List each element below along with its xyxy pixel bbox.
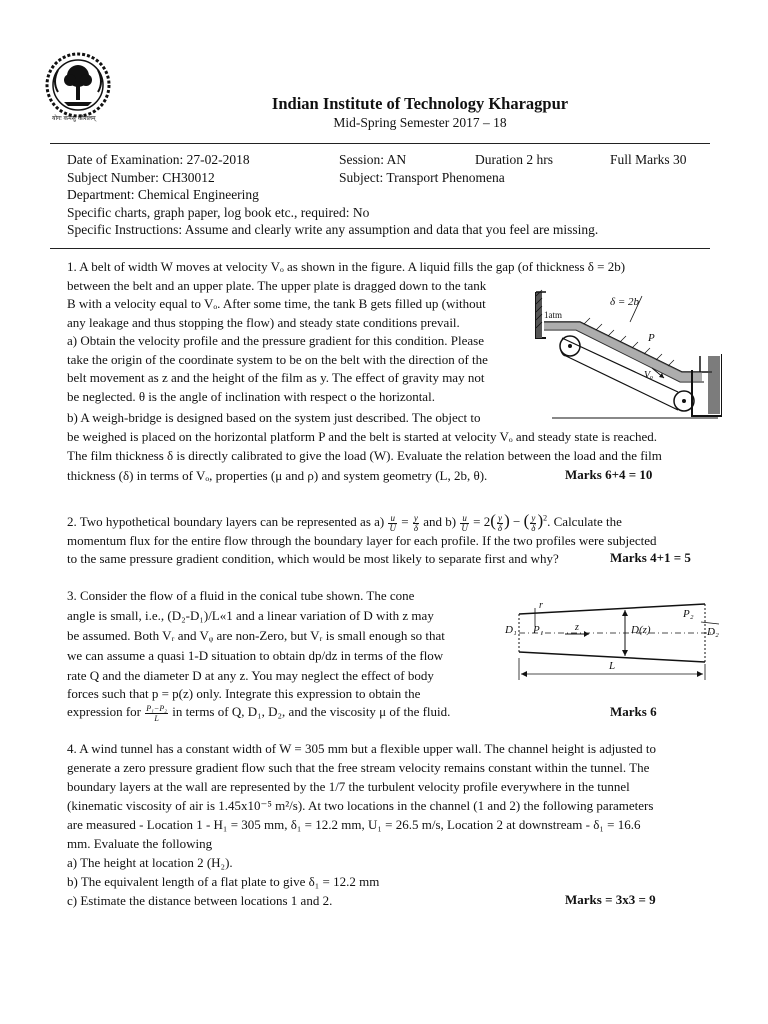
q3-line-6: forces such that p = p(z) only. Integrate this expression to obtain the (67, 686, 421, 701)
specific-instructions: Specific Instructions: Assume and clearly write any assumption and data that you feel are missing. (67, 222, 599, 237)
q1-line-6: take the origin of the coordinate system to be on the belt with the direction of the (67, 351, 488, 367)
q2-line-1-a: 2. Two hypothetical boundary layers can be represented as a) (67, 514, 385, 529)
q3-fig-d1: D₁ (505, 624, 517, 636)
divider-top (50, 143, 710, 144)
q2-line-1-end: . Calculate the (547, 514, 622, 529)
q1-fig-label-atm: 1atm (544, 310, 562, 320)
q3-line-7-a: expression for (67, 704, 142, 719)
semester-label: Mid-Spring Semester 2017 – 18 (333, 115, 507, 130)
exam-session: Session: AN (339, 152, 407, 167)
q2-marks: Marks 4+1 = 5 (610, 550, 691, 565)
q1-line-11: The film thickness δ is directly calibrated to give the load (W). Evaluate the relation between the load and the film (67, 448, 662, 463)
q4-line-3: boundary layers at the wall are represented by the 1/7 the turbulent velocity profile everywhere in the tunnel (67, 779, 630, 794)
q1-line-7: belt movement as z and the height of the film as y. The effect of gravity may not (67, 370, 485, 385)
q3-marks: Marks 6 (610, 704, 657, 719)
q3-fig-p2: P₂ (683, 608, 694, 620)
q4-line-1: 4. A wind tunnel has a constant width of W = 305 mm but a flexible upper wall. The channel height is adjusted to (67, 741, 656, 756)
q1-line-2: between the belt and an upper plate. The upper plate is dragged down to the tank (67, 277, 487, 293)
department: Department: Chemical Engineering (67, 187, 259, 202)
q3-line-7 (67, 703, 450, 723)
q3-line-2: angle is small, i.e., (D₂-D₁)/L«1 and a linear variation of D with z may (67, 608, 434, 623)
exam-date: Date of Examination: 27-02-2018 (67, 152, 250, 167)
subject-name: Subject: Transport Phenomena (339, 169, 505, 185)
required-materials: Specific charts, graph paper, log book etc., required: No (67, 204, 370, 220)
q1-line-5: a) Obtain the velocity profile and the pressure gradient for this condition. Please (67, 333, 484, 348)
q4-line-2: generate a zero pressure gradient flow such that the free stream velocity remains constant within the tunnel. The (67, 760, 650, 775)
q4-line-9: c) Estimate the distance between locations 1 and 2. (67, 893, 333, 908)
q3-line-1: 3. Consider the flow of a fluid in the conical tube shown. The cone (67, 588, 415, 603)
q4-line-5: are measured - Location 1 - H₁ = 305 mm, δ₁ = 12.2 mm, U₁ = 26.5 m/s, Location 2 at downstream - δ₁ = 16.6 (67, 817, 641, 832)
q1-line-8: be neglected. θ is the angle of inclination with respect o the horizontal. (67, 388, 435, 404)
q4-line-7: a) The height at location 2 (H₂). (67, 855, 233, 870)
divider-bottom (50, 248, 710, 249)
q3-line-7-b: in terms of Q, D₁, D₂, and the viscosity μ of the fluid. (172, 704, 451, 719)
q4-line-4: (kinematic viscosity of air is 1.45x10⁻⁵ m²/s). At two locations in the channel (1 and 2) the following parameters (67, 798, 654, 813)
logo-motto: योगः कर्मसु कौशलम् (52, 115, 96, 122)
q1-line-9: b) A weigh-bridge is designed based on the system just described. The object to (67, 410, 481, 425)
q2-line-3: to the same pressure gradient condition, which would be most likely to separate first and why? (67, 551, 559, 566)
q3-line-5: rate Q and the diameter D at any z. You may neglect the effect of body (67, 668, 434, 683)
exam-duration: Duration 2 hrs (475, 152, 553, 167)
q1-line-4: any leakage and thus stopping the flow) and steady state conditions prevail. (67, 314, 460, 330)
q1-fig-label-p: P (648, 332, 655, 344)
q1-line-10: be weighed is placed on the horizontal platform P and the belt is started at velocity Vₒ and steady state is reached. (67, 429, 658, 444)
q2-frac-y-over-delta: $\frac{y}{\delta}$ (413, 512, 419, 533)
q2-line-1-mid: and b) (423, 514, 457, 529)
q3-line-4: we can assume a quasi 1-D situation to obtain dp/dz in terms of the flow (67, 648, 444, 663)
q3-fig-z: z (575, 622, 579, 633)
q3-fig-p1: P₁ (533, 624, 544, 636)
q1-line-12: thickness (δ) in terms of Vₒ, properties (μ and ρ) and system geometry (L, 2b, θ). (67, 468, 488, 483)
q4-line-6: mm. Evaluate the following (67, 836, 213, 851)
q3-fig-l: L (609, 660, 616, 672)
q3-frac-dp-over-l: $\frac{\text{P₁−P₂}}{L}$ (146, 703, 167, 723)
q1-marks: Marks 6+4 = 10 (565, 467, 653, 482)
q4-marks: Marks = 3x3 = 9 (565, 892, 656, 907)
q3-fig-dz: D(z) (631, 624, 651, 636)
institute-name: Indian Institute of Technology Kharagpur (271, 94, 569, 113)
q2-frac-y-over-delta-c: $\frac{y}{\delta}$ (531, 512, 536, 533)
q1-belt-figure (532, 286, 722, 426)
q1-line-3: B with a velocity equal to Vₒ. After some time, the tank B gets filled up (without (67, 296, 486, 311)
q2-line-1: 2. Two hypothetical boundary layers can be represented as a) $\frac{u}{U}$ = $\frac{y}{\delta}$ and b) $\frac{u}{U}$ = 2( $\frac{y}{\delta}$ ) − ( $\frac{y}{\delta}$ )$^2$. Calculate the (67, 511, 622, 533)
q1-fig-label-delta: δ = 2b (610, 296, 640, 308)
q3-fig-d2: D₂ (707, 626, 719, 638)
q2-line-2: momentum flux for the entire flow through the boundary layer for each profile. If the two profiles were subjected (67, 533, 657, 548)
q3-conical-tube-figure (505, 598, 733, 686)
q2-frac-y-over-delta-b: $\frac{y}{\delta}$ (497, 512, 503, 533)
q3-fig-r: r (539, 600, 543, 611)
q3-line-3: be assumed. Both Vᵣ and Vᵩ are non-Zero, but Vᵣ is small enough so that (67, 628, 445, 643)
q2-frac-u-over-U-b: $\frac{u}{U}$ (461, 512, 468, 533)
subject-number: Subject Number: CH30012 (67, 169, 215, 185)
exam-full-marks: Full Marks 30 (610, 152, 687, 167)
q1-line-1: 1. A belt of width W moves at velocity Vₒ as shown in the figure. A liquid fills the gap (of thickness δ = 2b) (67, 259, 626, 274)
q2-frac-u-over-U: $\frac{u}{U}$ (389, 512, 396, 533)
q4-line-8: b) The equivalent length of a flat plate to give δ₁ = 12.2 mm (67, 874, 380, 889)
q1-fig-label-v: Vₒ (644, 370, 653, 381)
